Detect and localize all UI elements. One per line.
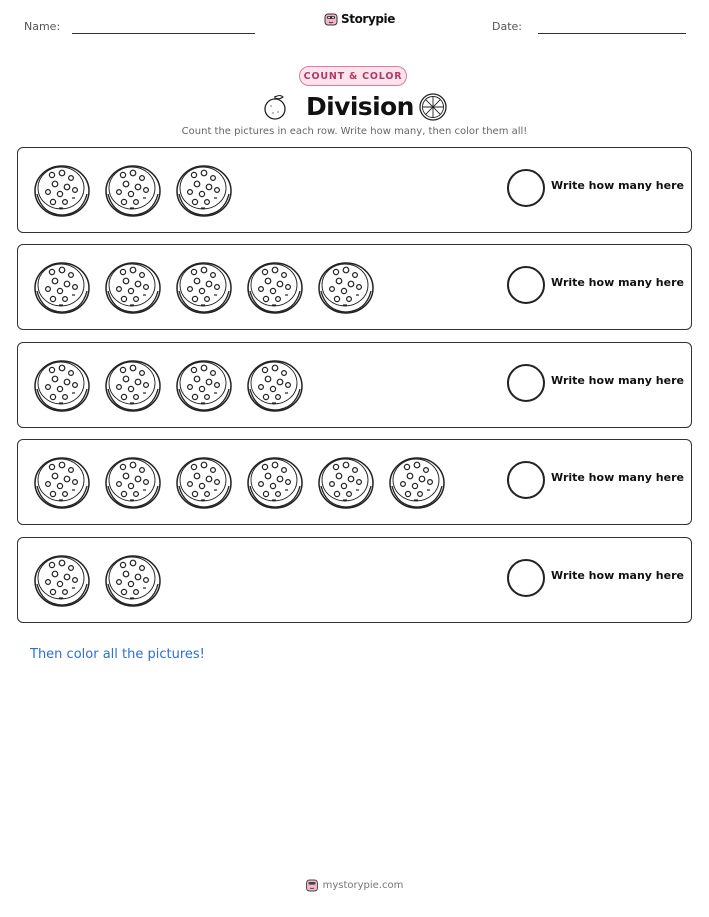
cookie-icon[interactable] [32,355,92,415]
storypie-mascot-icon [306,878,318,892]
cookie-icon[interactable] [103,257,163,317]
cookie-icon[interactable] [245,257,305,317]
date-label: Date: [492,20,522,33]
category-badge: COUNT & COLOR [299,66,407,86]
answer-label: Write how many here [551,374,684,387]
cookie-icon[interactable] [174,257,234,317]
footer-url: mystorypie.com [322,879,404,891]
cookie-icon[interactable] [103,160,163,220]
answer-circle[interactable] [507,169,545,207]
cookie-icon[interactable] [103,355,163,415]
cookie-icon[interactable] [174,355,234,415]
color-instruction: Then color all the pictures! [30,647,205,662]
date-line [538,33,686,34]
cookie-icon[interactable] [103,550,163,610]
answer-label: Write how many here [551,276,684,289]
answer-circle[interactable] [507,266,545,304]
count-row [17,244,692,330]
footer [0,878,709,892]
cookie-icon[interactable] [32,160,92,220]
answer-label: Write how many here [551,179,684,192]
title-row [262,90,448,124]
count-row [17,439,692,525]
cookie-icon[interactable] [32,550,92,610]
count-row [17,342,692,428]
orange-icon [262,92,288,122]
cookie-icon[interactable] [316,257,376,317]
brand-logo [324,12,395,26]
instructions-subtitle: Count the pictures in each row. Write how many, then color them all! [181,126,528,137]
answer-label: Write how many here [551,569,684,582]
cookie-icon[interactable] [103,452,163,512]
answer-circle[interactable] [507,559,545,597]
cookie-icon[interactable] [245,355,305,415]
cookie-icon[interactable] [174,452,234,512]
count-row [17,147,692,233]
cookie-icon[interactable] [174,160,234,220]
brand-name: Storypie [341,12,396,26]
answer-label: Write how many here [551,471,684,484]
worksheet-header [0,0,709,50]
storypie-mascot-icon [324,12,338,26]
answer-circle[interactable] [507,461,545,499]
cookie-icon[interactable] [316,452,376,512]
name-line [72,33,255,34]
name-label: Name: [24,20,61,33]
page-title: Division [306,92,414,121]
cookie-icon[interactable] [245,452,305,512]
cookie-icon[interactable] [32,452,92,512]
count-row [17,537,692,623]
cookie-icon[interactable] [32,257,92,317]
orange-slice-icon [418,92,448,122]
cookie-icon[interactable] [387,452,447,512]
answer-circle[interactable] [507,364,545,402]
